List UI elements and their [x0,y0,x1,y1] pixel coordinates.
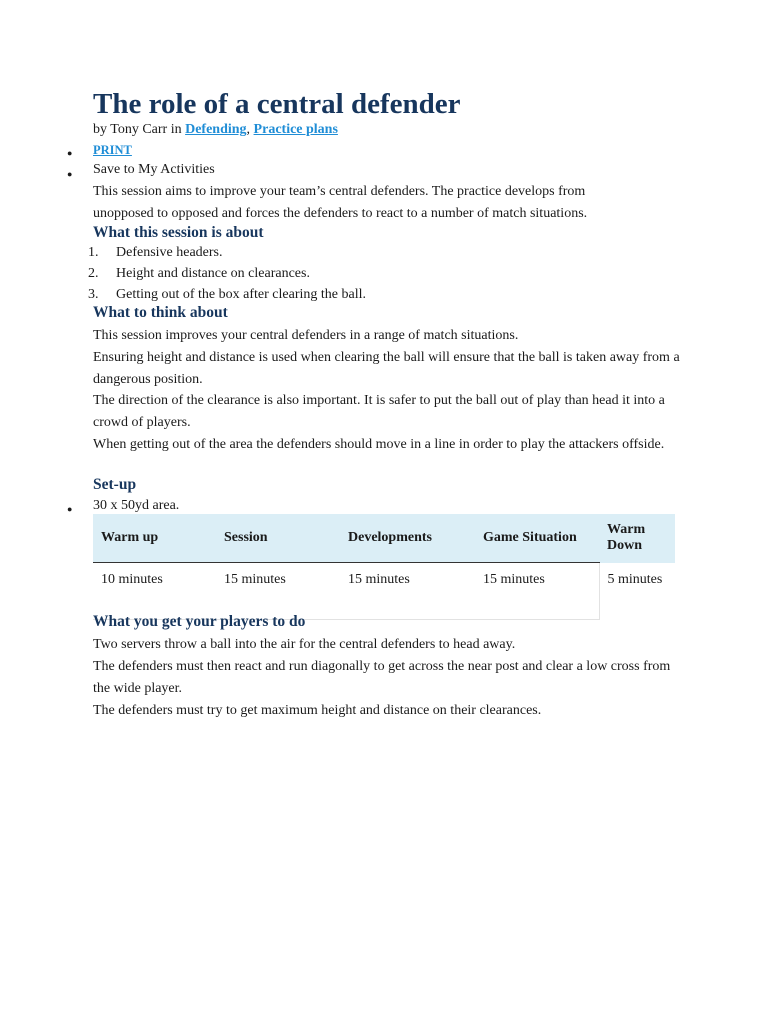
think-paragraph-2: Ensuring height and distance is used when clearing the ball will ensure that the ball is taken away from a dangerous position. [93,350,680,387]
page-title: The role of a central defender [93,88,461,120]
table-cell: 10 minutes [93,563,216,620]
table-header: Game Situation [475,514,599,563]
bullet-icon: ● [67,504,73,514]
table-header: Warm up [93,514,216,563]
section-heading-about: What this session is about [93,224,264,241]
table-cell: 15 minutes [216,563,340,620]
think-paragraph-3: The direction of the clearance is also important. It is safer to put the ball out of play than head it into a crowd of players. [93,393,665,430]
table-row [93,563,675,620]
section-heading-setup: Set-up [93,476,137,493]
players-paragraph-2: The defenders must then react and run diagonally to get across the near post and clear a low cross from the wide player. [93,659,671,696]
table-cell: 15 minutes [475,563,599,620]
category-link-practice-plans[interactable]: Practice plans [253,122,338,137]
byline-prefix: by Tony Carr in [93,122,186,137]
intro-line-1: This session aims to improve your team’s central defenders. The practice develops from [93,184,586,199]
table-header: Developments [340,514,475,563]
list-number: 3. [88,287,99,302]
think-paragraph-1: This session improves your central defenders in a range of match situations. [93,328,519,343]
byline [93,121,338,139]
category-link-defending[interactable]: Defending [185,122,247,137]
table-header: Warm Down [599,514,675,563]
section-heading-think: What to think about [93,304,228,321]
list-number: 1. [88,245,99,260]
intro-line-2: unopposed to opposed and forces the defenders to react to a number of match situations. [93,206,588,221]
table-header: Session [216,514,340,563]
session-schedule-table [93,514,675,620]
save-to-activities-link[interactable]: Save to My Activities [93,162,215,177]
list-item: Height and distance on clearances. [116,266,310,281]
setup-area: 30 x 50yd area. [93,498,180,513]
table-header-row [93,514,675,563]
bullet-icon: ● [67,148,73,158]
players-paragraph-1: Two servers throw a ball into the air for the central defenders to head away. [93,637,516,652]
think-paragraph-4: When getting out of the area the defenders should move in a line in order to play the attackers offside. [93,437,665,452]
byline-separator: , [246,122,254,137]
table-cell: 5 minutes [599,563,675,620]
bullet-icon: ● [67,169,73,179]
print-link[interactable]: PRINT [93,143,132,157]
list-item: Defensive headers. [116,245,223,260]
list-item: Getting out of the box after clearing the ball. [116,287,366,302]
list-number: 2. [88,266,99,281]
table-cell: 15 minutes [340,563,475,620]
players-paragraph-3: The defenders must try to get maximum height and distance on their clearances. [93,703,542,718]
section-heading-players: What you get your players to do [93,613,306,630]
